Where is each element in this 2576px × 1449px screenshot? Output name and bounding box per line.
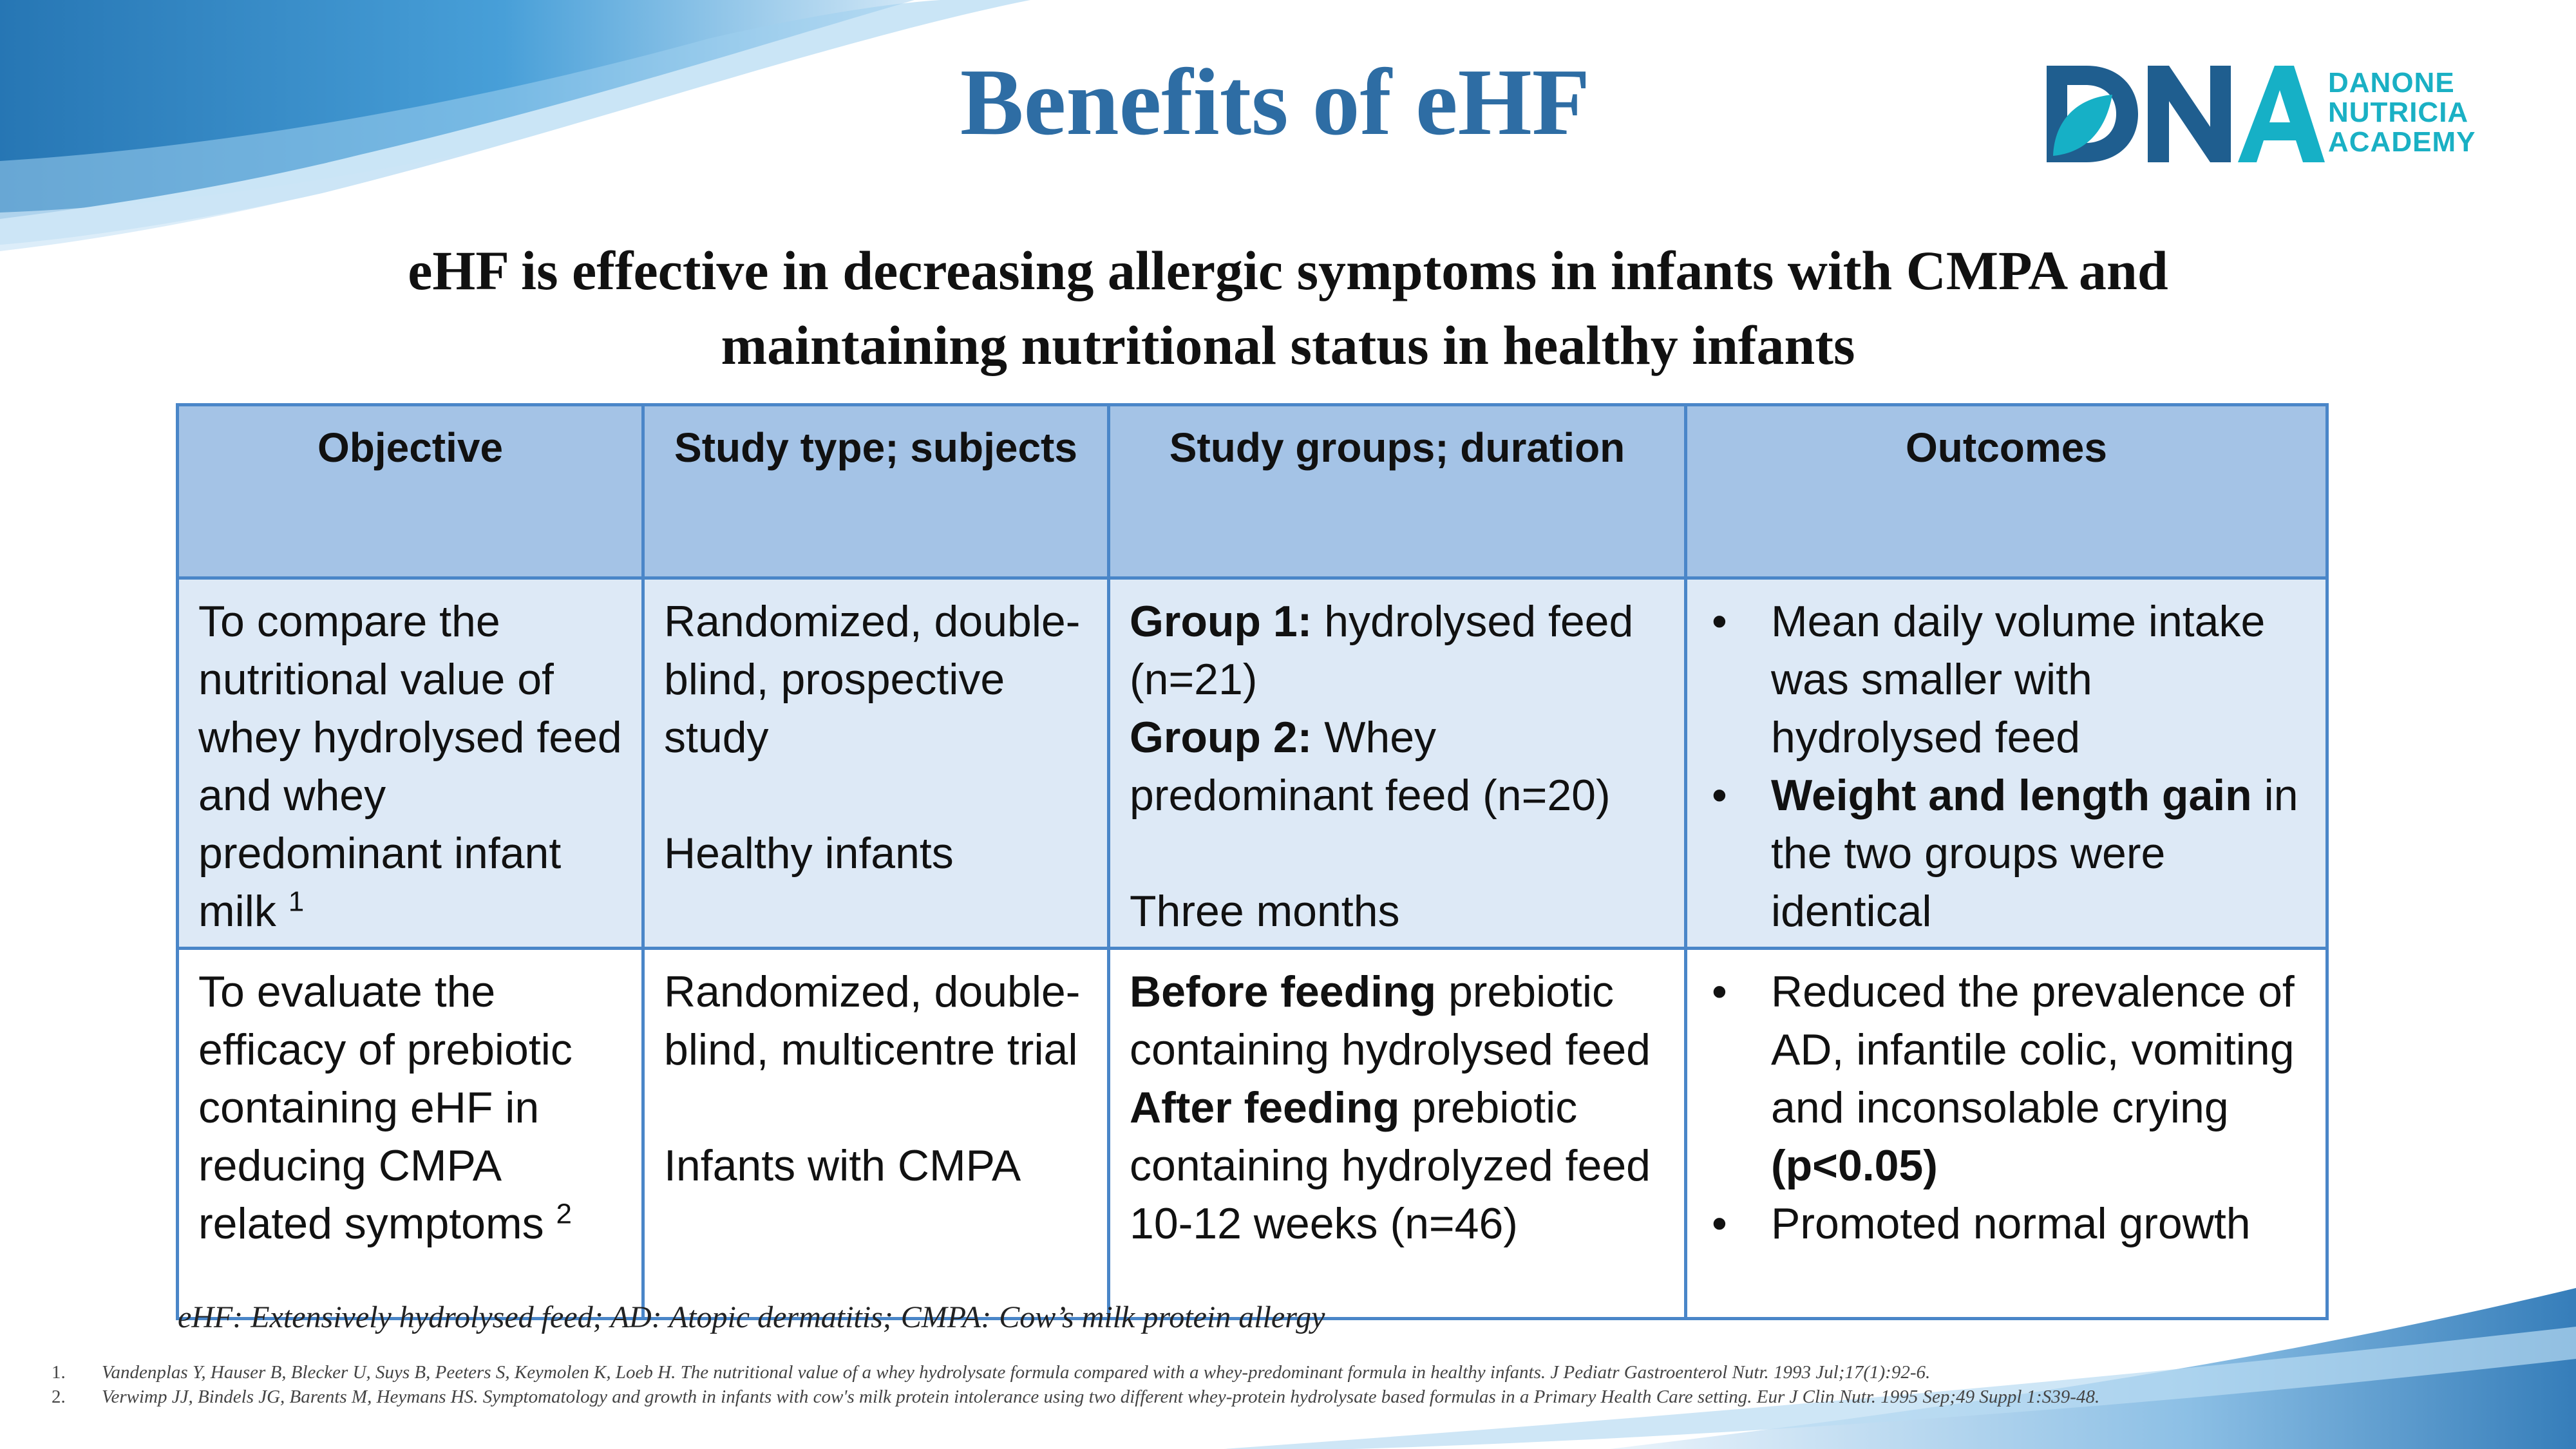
outcomes-list bbox=[1707, 592, 2311, 940]
reference-number: 1. bbox=[52, 1362, 66, 1383]
outcome-item bbox=[1771, 963, 2311, 1195]
slide-title: Benefits of eHF bbox=[960, 50, 1591, 155]
outcome-item: • Promoted normal growth bbox=[1771, 1195, 2311, 1253]
group-after-label: After feeding bbox=[1130, 1083, 1400, 1132]
objective-cell bbox=[178, 949, 643, 1319]
study-type-cell bbox=[643, 578, 1109, 949]
logo-wordmark bbox=[2328, 68, 2476, 157]
subtitle-line-2: maintaining nutritional status in healthy infants bbox=[721, 314, 1855, 376]
studies-table bbox=[176, 403, 2329, 1320]
header-study-groups: Study groups; duration bbox=[1109, 405, 1686, 578]
reference-text: Verwimp JJ, Bindels JG, Barents M, Heymans HS. Symptomatology and growth in infants with cow's milk protein intolerance using two different whey-protein hydrolysate based formulas in a Primary Health Care setting. Eur J Clin Nutr. 1995 Sep;49 Suppl 1:S39-48. bbox=[102, 1387, 2100, 1407]
group-before bbox=[1130, 963, 1670, 1079]
study-type-text: Randomized, double-blind, prospective study bbox=[664, 597, 1081, 762]
group-before-text: prebiotic containing hydrolysed feed bbox=[1130, 967, 1651, 1074]
references-list bbox=[52, 1360, 2370, 1409]
duration-text: Three months bbox=[1130, 887, 1400, 936]
outcome-text: in the two groups were identical bbox=[1771, 771, 2298, 936]
reference-item bbox=[52, 1360, 2370, 1385]
group-2-text: Whey predominant feed (n=20) bbox=[1130, 713, 1611, 820]
reference-marker: 2 bbox=[556, 1198, 573, 1230]
reference-marker: 1 bbox=[288, 886, 305, 918]
group-after bbox=[1130, 1079, 1670, 1253]
outcome-item bbox=[1771, 766, 2311, 940]
group-1-label: Group 1: bbox=[1130, 597, 1312, 646]
group-1 bbox=[1130, 592, 1670, 708]
logo-line-academy: ACADEMY bbox=[2328, 126, 2476, 158]
table-header-row bbox=[178, 405, 2327, 578]
reference-item bbox=[52, 1385, 2370, 1409]
study-groups-cell bbox=[1109, 578, 1686, 949]
objective-text: To compare the nutritional value of whey hydrolysed feed and whey predominant infant milk bbox=[198, 597, 622, 936]
subjects-text: Healthy infants bbox=[664, 829, 954, 878]
group-after-text: prebiotic containing hydrolyzed feed 10-12 weeks (n=46) bbox=[1130, 1083, 1651, 1248]
reference-number: 2. bbox=[52, 1387, 66, 1407]
outcomes-cell bbox=[1686, 949, 2327, 1319]
subjects-text: Infants with CMPA bbox=[664, 1141, 1021, 1190]
outcome-bold: (p<0.05) bbox=[1771, 1141, 1938, 1190]
abbreviations-note: eHF: Extensively hydrolysed feed; AD: Atopic dermatitis; CMPA: Cow’s milk protein allergy bbox=[178, 1300, 1325, 1334]
header-objective: Objective bbox=[178, 405, 643, 578]
study-type-text: Randomized, double-blind, multicentre trial bbox=[664, 967, 1081, 1074]
danone-nutricia-academy-logo bbox=[2041, 59, 2492, 169]
slide-subtitle bbox=[193, 233, 2383, 383]
study-type-cell bbox=[643, 949, 1109, 1319]
outcome-item: • Mean daily volume intake was smaller with hydrolysed feed bbox=[1771, 592, 2311, 766]
group-1-text: hydrolysed feed (n=21) bbox=[1130, 597, 1634, 704]
group-2 bbox=[1130, 708, 1670, 824]
group-before-label: Before feeding bbox=[1130, 967, 1437, 1016]
table-row bbox=[178, 578, 2327, 949]
reference-text: Vandenplas Y, Hauser B, Blecker U, Suys B, Peeters S, Keymolen K, Loeb H. The nutritional value of a whey hydrolysate formula compared with a whey-predominant formula in healthy infants. J Pediatr Gastroenterol Nutr. 1993 Jul;17(1):92-6. bbox=[102, 1362, 1931, 1383]
table-row bbox=[178, 949, 2327, 1319]
subtitle-line-1: eHF is effective in decreasing allergic symptoms in infants with CMPA and bbox=[408, 240, 2168, 301]
objective-cell bbox=[178, 578, 643, 949]
study-groups-cell bbox=[1109, 949, 1686, 1319]
logo-line-danone: DANONE bbox=[2328, 67, 2455, 99]
outcomes-list bbox=[1707, 963, 2311, 1253]
header-outcomes: Outcomes bbox=[1686, 405, 2327, 578]
outcome-text: Reduced the prevalence of AD, infantile colic, vomiting and inconsolable crying bbox=[1771, 967, 2295, 1132]
objective-text: To evaluate the efficacy of prebiotic containing eHF in reducing CMPA related symptoms bbox=[198, 967, 573, 1248]
outcome-bold: Weight and length gain bbox=[1771, 771, 2252, 820]
header-study-type: Study type; subjects bbox=[643, 405, 1109, 578]
outcomes-cell bbox=[1686, 578, 2327, 949]
logo-line-nutricia: NUTRICIA bbox=[2328, 97, 2469, 128]
dna-logo-icon bbox=[2041, 59, 2325, 169]
group-2-label: Group 2: bbox=[1130, 713, 1312, 762]
